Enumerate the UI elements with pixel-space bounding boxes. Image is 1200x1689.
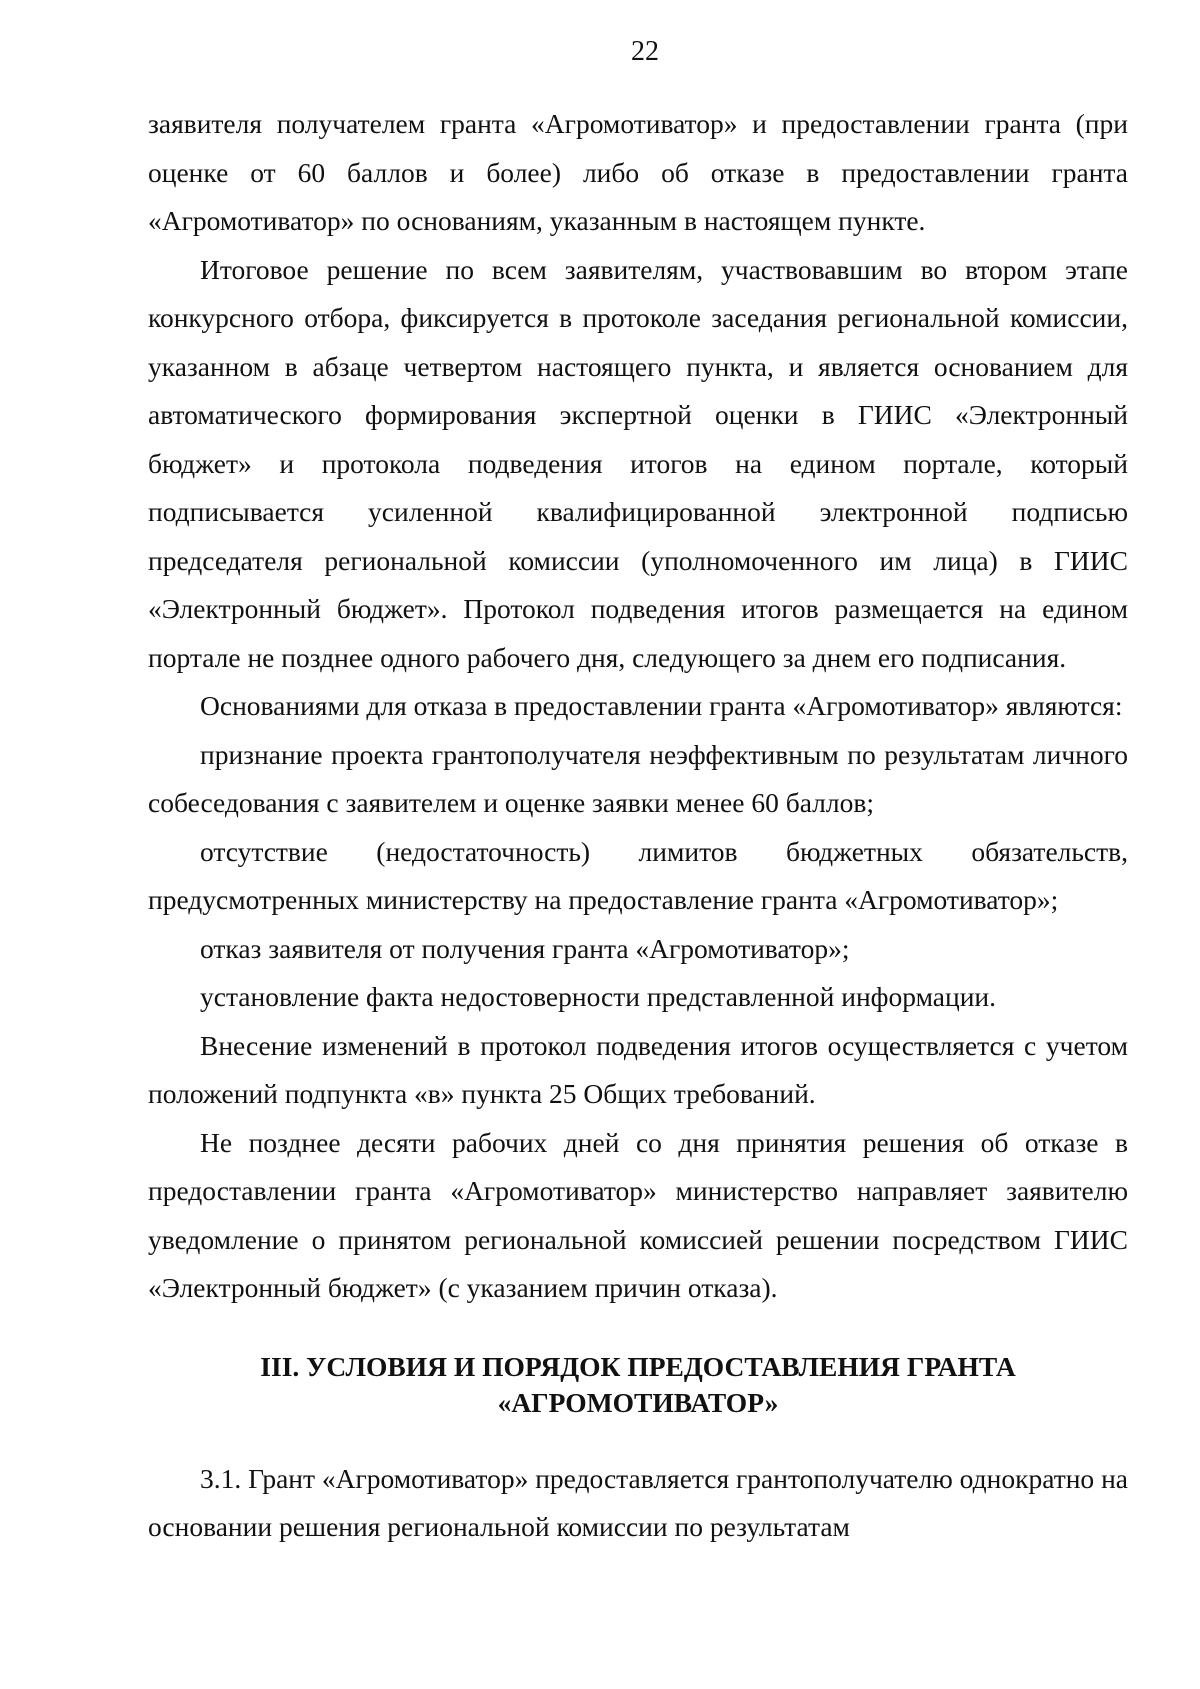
section-heading-line-2: «АГРОМОТИВАТОР» — [497, 1386, 779, 1418]
document-body — [148, 100, 1128, 1552]
paragraph-refusal-notice: Не позднее десяти рабочих дней со дня принятия решения об отказе в предоставлении гранта «Агромотиватор» министерство направляет заявителю уведомление о принятом региональной комиссией решении посредством ГИИС «Электронный бюджет» (с указанием причин отказа). — [148, 1126, 1128, 1303]
section-heading-line-1: III. УСЛОВИЯ И ПОРЯДОК ПРЕДОСТАВЛЕНИЯ ГРАНТА — [260, 1350, 1016, 1382]
paragraph-refusal-grounds: Основаниями для отказа в предоставлении гранта «Агромотиватор» являются: — [200, 690, 1123, 721]
paragraph-ground-ineffective: признание проекта грантополучателя неэффективным по результатам личного собеседования с заявителем и оценке заявки менее 60 баллов; — [148, 738, 1128, 818]
paragraph-ground-false-info: установление факта недостоверности представленной информации. — [200, 981, 997, 1012]
section-heading — [148, 1349, 1128, 1421]
page-number: 22 — [631, 36, 659, 67]
paragraph-final-decision: Итоговое решение по всем заявителям, участвовавшим во втором этапе конкурсного отбора, фиксируется в протоколе заседания региональной комиссии, указанном в абзаце четвертом настоящего пункта, и является основанием для автоматического формирования экспертной оценки в ГИИС «Электронный бюджет» и протокола подведения итогов на едином портале, который подписывается усиленной квалифицированной электронной подписью председателя региональной комиссии (уполномоченного им лица) в ГИИС «Электронный бюджет». Протокол подведения итогов размещается на едином портале не позднее одного рабочего дня, следующего за днем его подписания. — [148, 253, 1128, 673]
paragraph-ground-applicant-refusal: отказ заявителя от получения гранта «Агромотиватор»; — [200, 932, 850, 964]
paragraph-ground-limits: отсутствие (недостаточность) лимитов бюджетных обязательств, предусмотренных министерству на предоставление гранта «Агромотиватор»; — [148, 835, 1128, 915]
paragraph-protocol-changes: Внесение изменений в протокол подведения итогов осуществляется с учетом положений подпункта «в» пункта 25 Общих требований. — [148, 1029, 1128, 1109]
paragraph-continuation: заявителя получателем гранта «Агромотиватор» и предоставлении гранта (при оценке от 60 баллов и более) либо об отказе в предоставлении гранта «Агромотиватор» по основаниям, указанным в настоящем пункте. — [148, 108, 1128, 236]
paragraph-3-1: 3.1. Грант «Агромотиватор» предоставляется грантополучателю однократно на основании решения региональной комиссии по результатам — [148, 1462, 1128, 1542]
